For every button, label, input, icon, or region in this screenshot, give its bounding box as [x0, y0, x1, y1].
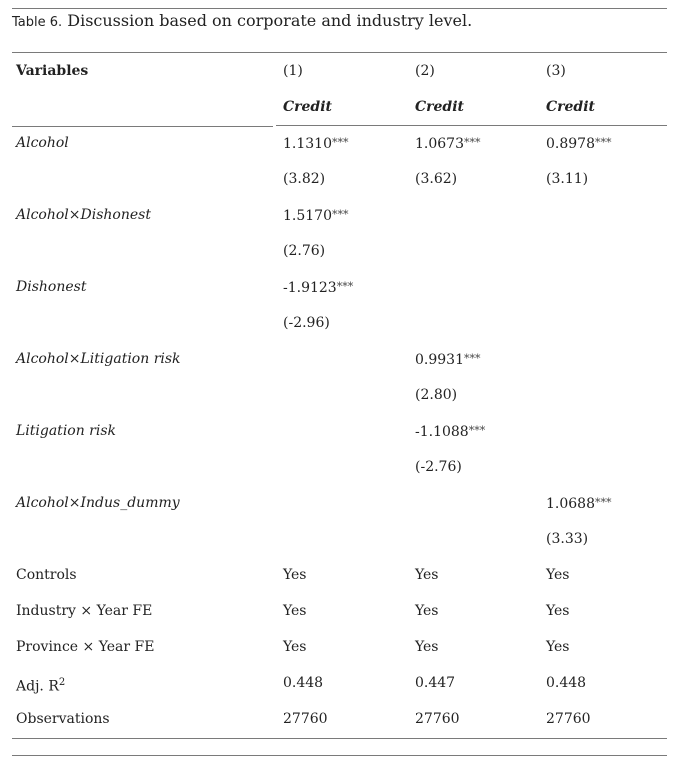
footer-row-label-text: Adj. R	[16, 678, 59, 695]
variable-name: Alcohol×Indus_dummy	[16, 495, 180, 511]
coefficient-cell	[546, 134, 612, 153]
header-top-rule	[12, 52, 667, 53]
footer-value: 27760	[415, 711, 460, 727]
t-statistic: (3.82)	[283, 171, 326, 187]
significance-stars: ***	[468, 424, 486, 437]
variables-header: Variables	[16, 63, 89, 79]
variables-underline	[12, 126, 273, 127]
footer-value: Yes	[415, 603, 439, 619]
t-statistic: (-2.76)	[415, 459, 462, 475]
coefficient-value: 1.0673	[415, 136, 464, 152]
coefficient-value: 1.0688	[546, 496, 595, 512]
bottom-rule	[12, 738, 667, 739]
footer-value: 0.448	[283, 675, 324, 691]
coefficient-value: -1.1088	[415, 424, 469, 440]
significance-stars: ***	[464, 352, 481, 365]
significance-stars: ***	[332, 136, 349, 149]
footer-value: 27760	[546, 711, 591, 727]
variable-name: Dishonest	[16, 279, 87, 295]
footer-row-label	[16, 710, 110, 728]
coefficient-value: 1.5170	[283, 208, 332, 224]
caption-text: Discussion based on corporate and industry level.	[67, 11, 473, 30]
footer-value: Yes	[283, 639, 307, 655]
variable-name: Alcohol×Litigation risk	[16, 351, 181, 367]
t-statistic: (2.80)	[415, 387, 458, 403]
caption-label: Table 6.	[12, 15, 63, 30]
significance-stars: ***	[464, 136, 481, 149]
coefficient-value: 0.9931	[415, 352, 464, 368]
t-statistic: (-2.96)	[283, 315, 330, 331]
coefficient-cell	[283, 278, 353, 297]
columns-underline	[276, 125, 667, 126]
coefficient-value: -1.9123	[283, 280, 337, 296]
significance-stars: ***	[336, 280, 354, 293]
footer-row-label-text: Province × Year FE	[16, 639, 155, 655]
footer-value: Yes	[546, 639, 570, 655]
table-caption	[12, 11, 472, 30]
footer-value: Yes	[283, 603, 307, 619]
footer-value: 0.447	[415, 675, 456, 691]
footer-value: Yes	[283, 567, 307, 583]
coefficient-cell	[415, 134, 481, 153]
footer-row-label	[16, 566, 77, 584]
significance-stars: ***	[595, 496, 612, 509]
t-statistic: (3.11)	[546, 171, 589, 187]
t-statistic: (2.76)	[283, 243, 326, 259]
footer-value: Yes	[415, 639, 439, 655]
variable-name: Alcohol	[16, 135, 69, 151]
coefficient-cell	[283, 206, 349, 225]
subhead-2: Credit	[415, 99, 464, 115]
significance-stars: ***	[332, 208, 349, 221]
coefficient-value: 0.8978	[546, 136, 595, 152]
footer-value: 0.448	[546, 675, 587, 691]
superscript: 2	[58, 677, 66, 688]
coefficient-cell	[415, 422, 485, 441]
subhead-1: Credit	[283, 99, 332, 115]
footer-row-label	[16, 638, 154, 656]
footer-row-label	[16, 602, 152, 620]
column-header-1: (1)	[283, 63, 303, 79]
footer-value: Yes	[415, 567, 439, 583]
subhead-3: Credit	[546, 99, 595, 115]
footer-row-label	[16, 674, 65, 696]
footer-row-label-text: Industry × Year FE	[16, 603, 153, 619]
top-rule	[12, 8, 667, 9]
footer-row-label-text: Observations	[16, 711, 110, 727]
coefficient-cell	[283, 134, 349, 153]
footer-value: Yes	[546, 567, 570, 583]
footer-value: Yes	[546, 603, 570, 619]
column-header-3: (3)	[546, 63, 566, 79]
t-statistic: (3.33)	[546, 531, 589, 547]
footer-value: 27760	[283, 711, 328, 727]
end-rule	[12, 755, 667, 756]
footer-row-label-text: Controls	[16, 567, 77, 583]
column-header-2: (2)	[415, 63, 435, 79]
variable-name: Litigation risk	[16, 423, 117, 439]
t-statistic: (3.62)	[415, 171, 458, 187]
significance-stars: ***	[595, 136, 612, 149]
coefficient-cell	[415, 350, 481, 369]
coefficient-value: 1.1310	[283, 136, 332, 152]
variable-name: Alcohol×Dishonest	[16, 207, 151, 223]
coefficient-cell	[546, 494, 612, 513]
